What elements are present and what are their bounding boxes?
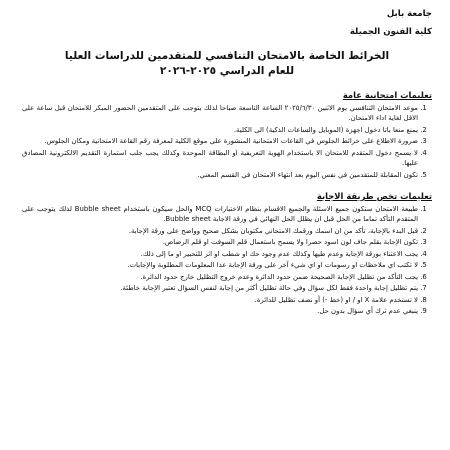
answer-instruction-item: 3. تكون الإجابة بقلم جاف لون اسود حصرا ولا يسمح باستعمال قلم السوفت او قلم الرصاص. <box>22 237 418 247</box>
general-instructions-list <box>22 103 432 180</box>
letterhead <box>22 8 432 38</box>
general-instruction-item: 2. يمنع منعا باتا دخول اجهزة (الموبايل والساعات الذكية) الى الكلية. <box>22 125 418 135</box>
answer-instruction-item: 7. يتم تظليل إجابة واحدة فقط لكل سؤال وفي حالة تظليل أكثر من إجابة لنفس السؤال تعتبر الإجابة خاطئة. <box>22 283 418 293</box>
general-instruction-item: 1. موعد الامتحان التنافسي يوم الاثنين ٢٠٢٥/٦/٣٠ الساعة التاسعة صباحا لذلك يتوجب على المتقدمين الحضور المبكر للامتحان قبل ساعة على الاقل لغاية اداء الامتحان. <box>22 103 418 124</box>
answer-instruction-item: 9. ينبغي عدم ترك أي سؤال بدون حل. <box>22 306 418 316</box>
general-instruction-item: 5. تكون المقابلة للمتقدمين في نفس اليوم بعد انتهاء الامتحان في القسم المعني. <box>22 170 418 180</box>
answer-instruction-item: 5. لا تكتب اي ملاحظات او رسومات او اي شيء آخر على ورقة الإجابة عدا المعلومات المطلوبة والإجابات. <box>22 260 418 270</box>
university-name: جامعة بابل <box>386 9 432 19</box>
answer-instruction-item: 4. يجب الاعتناء بورقة الإجابة وعدم طيها وكذلك عدم وجود حك او شطب او اثر للتحبير او ما إلى ذلك. <box>22 249 418 259</box>
title-line-1: الخرائط الخاصة بالامتحان التنافسي للمتقدمين للدراسات العليا <box>64 50 390 62</box>
answer-instructions-heading: تعليمات تخص طريقة الاجابة <box>316 190 432 201</box>
answer-instructions-list <box>22 204 432 316</box>
title-line-2: للعام الدراسي ٢٠٢٥-٢٠٢٦ <box>159 65 295 77</box>
answer-instruction-item: 6. يجب التأكد من تظليل الإجابة الصحيحة ضمن حدود الدائرة وعدم خروج التظليل خارج حدود الدائرة. <box>22 272 418 282</box>
answer-instruction-item: 2. قبل البدء بالإجابة، تأكد من ان اسمك ورقمك الامتحاني مكتوبان بشكل صحيح وواضح على ورقة الإجابة. <box>22 226 418 236</box>
general-instructions-heading: تعليمات امتحانية عامة <box>342 90 432 100</box>
general-instruction-item: 3. ضرورة الاطلاع على خرائط الجلوس في القاعات الامتحانية المنشورة على موقع الكلية لمعرفة رقم القاعة الامتحانية ومكان الجلوس. <box>22 136 418 146</box>
document-title <box>22 49 432 79</box>
general-instruction-item: 4. لا يسمح دخول المتقدم للامتحان الا باستخدام الهوية التعريفية او البطاقة الموحدة وكذلك يجب جلب استمارة التقديم الالكترونية المصادق عليها. <box>22 148 418 169</box>
answer-instruction-item: 1. طبيعة الامتحان ستكون جميع الاسئلة والجميع الاقسام بنظام الاختبارات MCQ والحل سيكون باستخدام Bubble sheet لذلك يتوجب على المتقدم التأكد تماما من الحل قبل ان يظلل الحل النهائي في ورقة الاجابة Bubble sheet. <box>22 204 418 225</box>
college-name: كلية الفنون الجميلة <box>349 27 432 37</box>
answer-instruction-item: 8. لا تستخدم علامة X او / او (خط -) أو نصف تظليل للدائرة. <box>22 295 418 305</box>
